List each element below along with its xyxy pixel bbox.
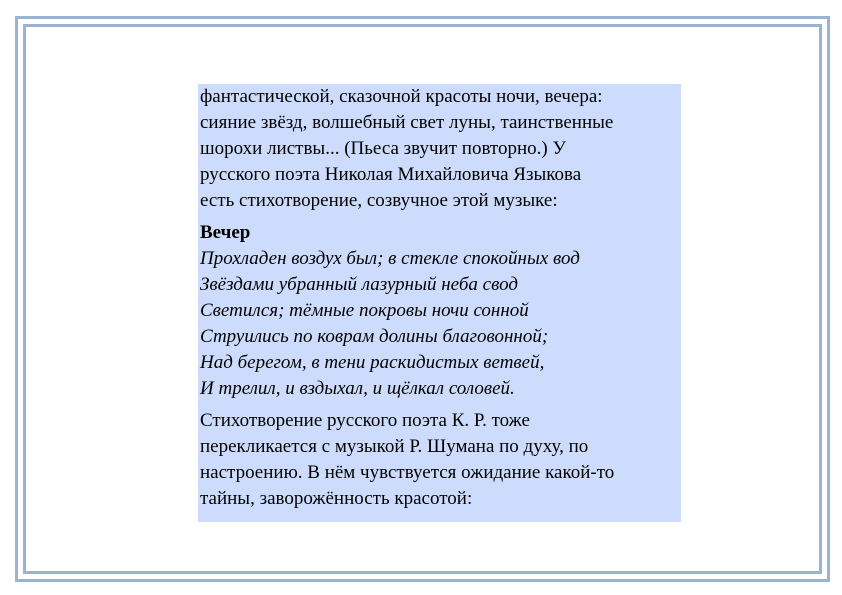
poem-line: И трелил, и вздыхал, и щёлкал соловей. [200, 378, 515, 399]
intro-paragraph [200, 84, 681, 214]
closing-line: перекликается с музыкой Р. Шумана по духу, по [200, 436, 589, 457]
closing-line: Стихотворение русского поэта К. Р. тоже [200, 410, 530, 431]
poem-line: Струились по коврам долины благовонной; [200, 326, 549, 347]
poem-line: Прохладен воздух был; в стекле спокойных вод [200, 248, 580, 269]
closing-line: тайны, заворожённость красотой: [200, 488, 473, 509]
intro-line: русского поэта Николая Михайловича Языкова [200, 164, 582, 185]
text-box [198, 84, 681, 522]
poem-line: Над берегом, в тени раскидистых ветвей, [200, 352, 545, 373]
intro-line: шорохи листвы... (Пьеса звучит повторно.) У [200, 138, 566, 159]
intro-line: есть стихотворение, созвучное этой музыке: [200, 190, 558, 211]
poem-title: Вечер [200, 222, 251, 243]
intro-line: фантастической, сказочной красоты ночи, вечера: [200, 86, 603, 107]
poem-body [200, 246, 681, 402]
intro-line: сияние звёзд, волшебный свет луны, таинственные [200, 112, 614, 133]
poem-line: Светился; тёмные покровы ночи сонной [200, 300, 529, 321]
closing-line: настроению. В нём чувствуется ожидание какой-то [200, 462, 615, 483]
closing-paragraph [200, 408, 681, 512]
poem-line: Звёздами убранный лазурный неба свод [200, 274, 518, 295]
